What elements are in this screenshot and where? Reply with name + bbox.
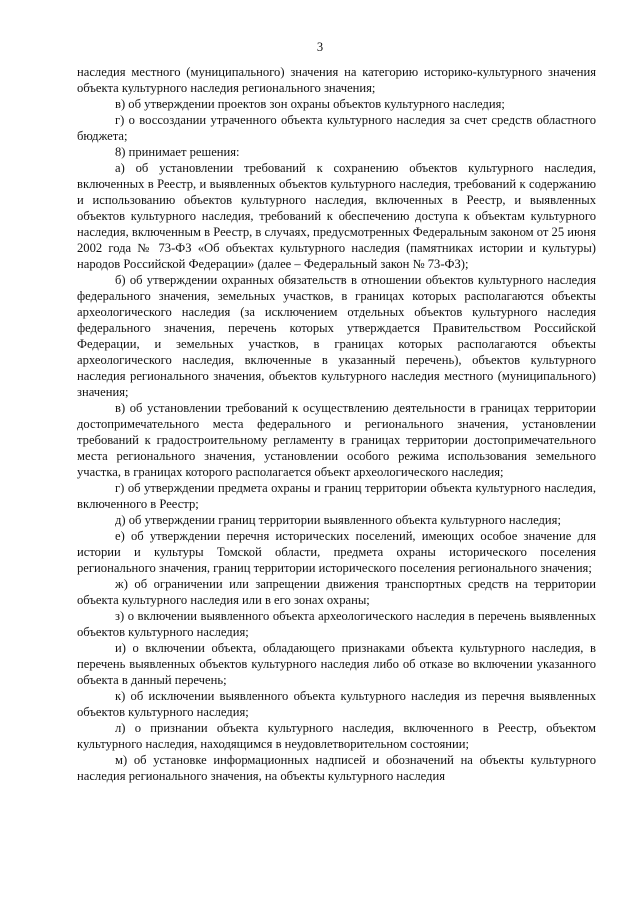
paragraph-item-z-archaeology: з) о включении выявленного объекта археологического наследия в перечень выявленных объектов культурного наследия;	[77, 609, 596, 639]
paragraph-item-v-zones: в) об утверждении проектов зон охраны объектов культурного наследия;	[115, 97, 505, 111]
paragraph-item-d-boundaries: д) об утверждении границ территории выявленного объекта культурного наследия;	[115, 513, 561, 527]
paragraph-section-8: 8) принимает решения:	[115, 145, 240, 159]
paragraph-item-e-historic-settlements: е) об утверждении перечня исторических поселений, имеющих особое значение для истории и культуры Томской области, предмета охраны исторического поселения регионального значения, границ территории исторического поселения регионального значения;	[77, 529, 596, 575]
paragraph-item-g-protection-subject: г) об утверждении предмета охраны и границ территории объекта культурного наследия, включенного в Реестр;	[77, 481, 596, 511]
paragraph-item-v-activity: в) об установлении требований к осуществлению деятельности в границах территории достопримечательного места федерального и регионального значения, установлении требований к градостроительному регламенту в границах территории достопримечательного места регионального значения, установлении особого режима использования земельного участка, в границах которого располагается объект археологического наследия;	[77, 401, 596, 479]
paragraph-continuation: наследия местного (муниципального) значения на категорию историко-культурного значения объекта культурного наследия регионального значения;	[77, 65, 596, 95]
page-number: 3	[316, 40, 324, 54]
document-body	[77, 64, 596, 784]
paragraph-item-a-requirements: а) об установлении требований к сохранению объектов культурного наследия, включенных в Реестр, и выявленных объектов культурного наследия, требований к содержанию и использованию объектов культурного наследия, включенных в Реестр, и выявленных объектов культурного наследия, требований к обеспечению доступа к объектам культурного наследия, включенным в Реестр, в случаях, предусмотренных Федеральным законом от 25 июня 2002 года № 73-ФЗ «Об объектах культурного наследия (памятниках истории и культуры) народов Российской Федерации» (далее – Федеральный закон № 73-ФЗ);	[77, 161, 596, 271]
paragraph-item-k-exclusion: к) об исключении выявленного объекта культурного наследия из перечня выявленных объектов культурного наследия;	[77, 689, 596, 719]
paragraph-item-i-inclusion: и) о включении объекта, обладающего признаками объекта культурного наследия, в перечень выявленных объектов культурного наследия либо об отказе во включении указанного объекта в данный перечень;	[77, 641, 596, 687]
paragraph-item-b-obligations: б) об утверждении охранных обязательств в отношении объектов культурного наследия федерального значения, земельных участков, в границах которых располагаются объекты археологического наследия (за исключением отдельных объектов культурного наследия федерального значения, перечень которых утверждается Правительством Российской Федерации, и земельных участков, в границах которых располагаются объекты археологического наследия, включенные в указанный перечень), объектов культурного наследия регионального значения, объектов культурного наследия местного (муниципального) значения;	[77, 273, 596, 399]
paragraph-item-zh-traffic: ж) об ограничении или запрещении движения транспортных средств на территории объекта культурного наследия или в его зонах охраны;	[77, 577, 596, 607]
paragraph-item-g-recreation: г) о воссоздании утраченного объекта культурного наследия за счет средств областного бюджета;	[77, 113, 596, 143]
paragraph-item-l-unsatisfactory: л) о признании объекта культурного наследия, включенного в Реестр, объектом культурного наследия, находящимся в неудовлетворительном состоянии;	[77, 721, 596, 751]
paragraph-item-m-signage: м) об установке информационных надписей и обозначений на объекты культурного наследия регионального значения, на объекты культурного наследия	[77, 753, 596, 783]
